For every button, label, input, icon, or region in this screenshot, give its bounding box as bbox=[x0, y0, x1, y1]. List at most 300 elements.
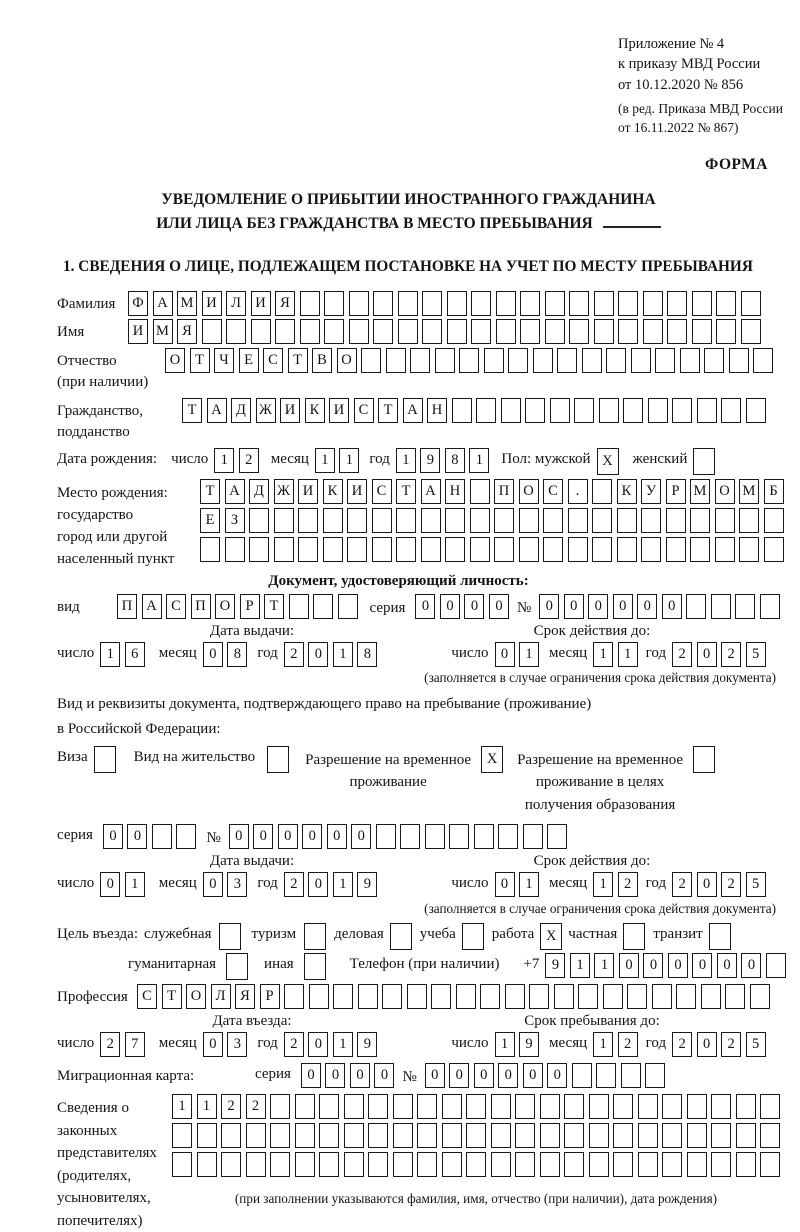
char-box[interactable]: 0 bbox=[302, 824, 322, 849]
char-box[interactable] bbox=[221, 1152, 241, 1177]
char-box[interactable]: Е bbox=[200, 508, 220, 533]
char-box[interactable] bbox=[760, 594, 780, 619]
staydoc-valid-day-boxes[interactable] bbox=[495, 872, 540, 897]
profession-boxes[interactable] bbox=[137, 984, 770, 1009]
char-box[interactable] bbox=[324, 319, 344, 344]
purpose-transit-checkbox[interactable] bbox=[709, 923, 731, 950]
char-box[interactable] bbox=[645, 1063, 665, 1088]
char-box[interactable]: Ж bbox=[274, 479, 294, 504]
char-box[interactable]: 0 bbox=[229, 824, 249, 849]
char-box[interactable] bbox=[690, 537, 710, 562]
char-box[interactable]: 0 bbox=[495, 642, 515, 667]
iddoc-kind-boxes[interactable] bbox=[117, 594, 358, 619]
char-box[interactable] bbox=[760, 1123, 780, 1148]
char-box[interactable] bbox=[445, 508, 465, 533]
char-box[interactable]: Т bbox=[288, 348, 308, 373]
char-box[interactable] bbox=[442, 1123, 462, 1148]
char-box[interactable]: 1 bbox=[495, 1032, 515, 1057]
char-box[interactable] bbox=[569, 291, 589, 316]
char-box[interactable]: 0 bbox=[350, 1063, 370, 1088]
char-box[interactable] bbox=[456, 984, 476, 1009]
char-box[interactable]: 0 bbox=[203, 1032, 223, 1057]
entry-year-boxes[interactable] bbox=[284, 1032, 378, 1057]
char-box[interactable] bbox=[618, 319, 638, 344]
char-box[interactable]: 1 bbox=[593, 872, 613, 897]
char-box[interactable] bbox=[643, 291, 663, 316]
char-box[interactable]: 1 bbox=[519, 872, 539, 897]
char-box[interactable]: С bbox=[372, 479, 392, 504]
iddoc-issue-year-boxes[interactable] bbox=[284, 642, 378, 667]
representatives-row3-boxes[interactable] bbox=[172, 1152, 780, 1177]
surname-boxes[interactable] bbox=[128, 291, 761, 316]
char-box[interactable] bbox=[764, 537, 784, 562]
char-box[interactable]: Я bbox=[177, 319, 197, 344]
char-box[interactable]: 2 bbox=[721, 642, 741, 667]
char-box[interactable] bbox=[373, 319, 393, 344]
iddoc-valid-day-boxes[interactable] bbox=[495, 642, 540, 667]
char-box[interactable] bbox=[270, 1152, 290, 1177]
char-box[interactable]: Я bbox=[235, 984, 255, 1009]
char-box[interactable] bbox=[417, 1094, 437, 1119]
char-box[interactable]: 2 bbox=[246, 1094, 266, 1119]
char-box[interactable]: 5 bbox=[746, 642, 766, 667]
char-box[interactable]: 7 bbox=[125, 1032, 145, 1057]
char-box[interactable] bbox=[94, 746, 116, 773]
char-box[interactable] bbox=[496, 319, 516, 344]
migcard-series-boxes[interactable] bbox=[301, 1063, 395, 1088]
char-box[interactable]: 1 bbox=[593, 642, 613, 667]
char-box[interactable] bbox=[226, 319, 246, 344]
iddoc-valid-month-boxes[interactable] bbox=[593, 642, 638, 667]
char-box[interactable]: И bbox=[128, 319, 148, 344]
char-box[interactable]: 1 bbox=[197, 1094, 217, 1119]
iddoc-series-boxes[interactable] bbox=[415, 594, 509, 619]
char-box[interactable]: У bbox=[641, 479, 661, 504]
char-box[interactable]: А bbox=[225, 479, 245, 504]
char-box[interactable] bbox=[361, 348, 381, 373]
char-box[interactable]: 2 bbox=[721, 872, 741, 897]
char-box[interactable] bbox=[295, 1094, 315, 1119]
char-box[interactable] bbox=[529, 984, 549, 1009]
char-box[interactable]: 1 bbox=[593, 1032, 613, 1057]
char-box[interactable] bbox=[599, 398, 619, 423]
char-box[interactable]: Т bbox=[396, 479, 416, 504]
char-box[interactable] bbox=[445, 537, 465, 562]
char-box[interactable] bbox=[617, 508, 637, 533]
char-box[interactable] bbox=[692, 319, 712, 344]
purpose-official-checkbox[interactable] bbox=[219, 923, 241, 950]
char-box[interactable]: М bbox=[177, 291, 197, 316]
char-box[interactable]: 2 bbox=[284, 872, 304, 897]
char-box[interactable] bbox=[295, 1123, 315, 1148]
char-box[interactable] bbox=[519, 508, 539, 533]
char-box[interactable] bbox=[396, 537, 416, 562]
char-box[interactable] bbox=[466, 1152, 486, 1177]
char-box[interactable]: М bbox=[690, 479, 710, 504]
char-box[interactable] bbox=[347, 508, 367, 533]
char-box[interactable] bbox=[667, 319, 687, 344]
entry-month-boxes[interactable] bbox=[203, 1032, 248, 1057]
char-box[interactable]: 1 bbox=[172, 1094, 192, 1119]
char-box[interactable]: С bbox=[166, 594, 186, 619]
char-box[interactable]: 0 bbox=[662, 594, 682, 619]
char-box[interactable] bbox=[643, 319, 663, 344]
char-box[interactable] bbox=[594, 291, 614, 316]
char-box[interactable] bbox=[368, 1094, 388, 1119]
char-box[interactable] bbox=[623, 923, 645, 950]
char-box[interactable] bbox=[491, 1094, 511, 1119]
char-box[interactable] bbox=[520, 319, 540, 344]
char-box[interactable]: М bbox=[153, 319, 173, 344]
char-box[interactable] bbox=[298, 537, 318, 562]
char-box[interactable]: Р bbox=[260, 984, 280, 1009]
patronymic-boxes[interactable] bbox=[165, 348, 773, 373]
char-box[interactable]: 0 bbox=[643, 953, 663, 978]
iddoc-valid-year-boxes[interactable] bbox=[672, 642, 766, 667]
char-box[interactable]: Д bbox=[231, 398, 251, 423]
char-box[interactable] bbox=[274, 508, 294, 533]
char-box[interactable] bbox=[540, 1094, 560, 1119]
char-box[interactable] bbox=[739, 537, 759, 562]
char-box[interactable]: 2 bbox=[721, 1032, 741, 1057]
char-box[interactable]: 8 bbox=[445, 448, 465, 473]
char-box[interactable] bbox=[501, 398, 521, 423]
char-box[interactable] bbox=[368, 1152, 388, 1177]
char-box[interactable]: Е bbox=[239, 348, 259, 373]
char-box[interactable] bbox=[219, 923, 241, 950]
char-box[interactable]: 0 bbox=[308, 872, 328, 897]
until-day-boxes[interactable] bbox=[495, 1032, 540, 1057]
char-box[interactable]: 0 bbox=[203, 872, 223, 897]
char-box[interactable]: 1 bbox=[570, 953, 590, 978]
char-box[interactable] bbox=[736, 1123, 756, 1148]
char-box[interactable]: Л bbox=[226, 291, 246, 316]
char-box[interactable] bbox=[711, 1152, 731, 1177]
char-box[interactable] bbox=[422, 319, 442, 344]
iddoc-number-boxes[interactable] bbox=[539, 594, 780, 619]
char-box[interactable]: 1 bbox=[519, 642, 539, 667]
char-box[interactable] bbox=[741, 319, 761, 344]
char-box[interactable] bbox=[716, 291, 736, 316]
char-box[interactable] bbox=[447, 291, 467, 316]
char-box[interactable] bbox=[494, 537, 514, 562]
char-box[interactable] bbox=[525, 398, 545, 423]
char-box[interactable] bbox=[596, 1063, 616, 1088]
char-box[interactable] bbox=[589, 1123, 609, 1148]
char-box[interactable] bbox=[304, 953, 326, 980]
char-box[interactable] bbox=[697, 398, 717, 423]
char-box[interactable] bbox=[543, 508, 563, 533]
purpose-private-checkbox[interactable] bbox=[623, 923, 645, 950]
char-box[interactable] bbox=[421, 537, 441, 562]
char-box[interactable] bbox=[496, 291, 516, 316]
char-box[interactable] bbox=[393, 1094, 413, 1119]
char-box[interactable]: 0 bbox=[103, 824, 123, 849]
char-box[interactable]: 2 bbox=[672, 872, 692, 897]
purpose-other-checkbox[interactable] bbox=[304, 953, 326, 980]
char-box[interactable]: Л bbox=[211, 984, 231, 1009]
char-box[interactable] bbox=[623, 398, 643, 423]
char-box[interactable] bbox=[641, 508, 661, 533]
char-box[interactable]: Т bbox=[182, 398, 202, 423]
char-box[interactable] bbox=[425, 824, 445, 849]
char-box[interactable]: 1 bbox=[594, 953, 614, 978]
char-box[interactable] bbox=[251, 319, 271, 344]
char-box[interactable] bbox=[662, 1123, 682, 1148]
char-box[interactable] bbox=[515, 1094, 535, 1119]
char-box[interactable] bbox=[470, 537, 490, 562]
char-box[interactable] bbox=[540, 1152, 560, 1177]
char-box[interactable] bbox=[687, 1094, 707, 1119]
char-box[interactable]: 1 bbox=[125, 872, 145, 897]
char-box[interactable]: Ф bbox=[128, 291, 148, 316]
staydoc-issue-day-boxes[interactable] bbox=[100, 872, 145, 897]
char-box[interactable] bbox=[462, 923, 484, 950]
until-year-boxes[interactable] bbox=[672, 1032, 766, 1057]
char-box[interactable] bbox=[564, 1123, 584, 1148]
char-box[interactable] bbox=[474, 824, 494, 849]
char-box[interactable]: 0 bbox=[489, 594, 509, 619]
purpose-tourism-checkbox[interactable] bbox=[304, 923, 326, 950]
char-box[interactable]: А bbox=[421, 479, 441, 504]
char-box[interactable] bbox=[410, 348, 430, 373]
char-box[interactable]: 0 bbox=[327, 824, 347, 849]
char-box[interactable]: Р bbox=[666, 479, 686, 504]
char-box[interactable] bbox=[373, 291, 393, 316]
char-box[interactable] bbox=[197, 1152, 217, 1177]
char-box[interactable]: 0 bbox=[619, 953, 639, 978]
char-box[interactable] bbox=[200, 537, 220, 562]
char-box[interactable]: 1 bbox=[396, 448, 416, 473]
char-box[interactable] bbox=[372, 537, 392, 562]
char-box[interactable] bbox=[480, 984, 500, 1009]
char-box[interactable] bbox=[592, 479, 612, 504]
char-box[interactable] bbox=[274, 537, 294, 562]
char-box[interactable] bbox=[289, 594, 309, 619]
residence-permit-checkbox[interactable] bbox=[267, 746, 289, 773]
char-box[interactable]: 1 bbox=[469, 448, 489, 473]
char-box[interactable] bbox=[470, 508, 490, 533]
char-box[interactable] bbox=[564, 1152, 584, 1177]
char-box[interactable] bbox=[344, 1094, 364, 1119]
char-box[interactable] bbox=[545, 291, 565, 316]
char-box[interactable] bbox=[739, 508, 759, 533]
char-box[interactable] bbox=[574, 398, 594, 423]
char-box[interactable] bbox=[152, 824, 172, 849]
char-box[interactable] bbox=[298, 508, 318, 533]
char-box[interactable] bbox=[760, 1094, 780, 1119]
char-box[interactable] bbox=[431, 984, 451, 1009]
char-box[interactable] bbox=[533, 348, 553, 373]
char-box[interactable] bbox=[760, 1152, 780, 1177]
char-box[interactable] bbox=[368, 1123, 388, 1148]
char-box[interactable]: П bbox=[117, 594, 137, 619]
char-box[interactable]: З bbox=[225, 508, 245, 533]
char-box[interactable]: А bbox=[142, 594, 162, 619]
char-box[interactable]: 0 bbox=[415, 594, 435, 619]
char-box[interactable]: 0 bbox=[697, 872, 717, 897]
char-box[interactable]: . bbox=[568, 479, 588, 504]
char-box[interactable] bbox=[449, 824, 469, 849]
name-boxes[interactable] bbox=[128, 319, 761, 344]
char-box[interactable] bbox=[618, 291, 638, 316]
char-box[interactable]: 0 bbox=[278, 824, 298, 849]
char-box[interactable] bbox=[202, 319, 222, 344]
char-box[interactable] bbox=[638, 1152, 658, 1177]
char-box[interactable] bbox=[172, 1123, 192, 1148]
char-box[interactable] bbox=[568, 537, 588, 562]
char-box[interactable]: 5 bbox=[746, 1032, 766, 1057]
title-blank-underline[interactable] bbox=[603, 213, 661, 228]
char-box[interactable]: К bbox=[323, 479, 343, 504]
char-box[interactable] bbox=[692, 291, 712, 316]
birthplace-row1-boxes[interactable] bbox=[200, 479, 784, 504]
char-box[interactable] bbox=[716, 319, 736, 344]
char-box[interactable] bbox=[582, 348, 602, 373]
char-box[interactable]: 0 bbox=[495, 872, 515, 897]
char-box[interactable]: Т bbox=[264, 594, 284, 619]
char-box[interactable] bbox=[494, 508, 514, 533]
char-box[interactable] bbox=[386, 348, 406, 373]
char-box[interactable]: О bbox=[337, 348, 357, 373]
char-box[interactable]: Т bbox=[162, 984, 182, 1009]
char-box[interactable] bbox=[270, 1094, 290, 1119]
char-box[interactable] bbox=[606, 348, 626, 373]
char-box[interactable] bbox=[452, 398, 472, 423]
char-box[interactable] bbox=[613, 1094, 633, 1119]
char-box[interactable]: 1 bbox=[618, 642, 638, 667]
birth-day-boxes[interactable] bbox=[214, 448, 259, 473]
char-box[interactable]: 2 bbox=[618, 1032, 638, 1057]
char-box[interactable]: 0 bbox=[547, 1063, 567, 1088]
char-box[interactable] bbox=[422, 291, 442, 316]
char-box[interactable] bbox=[686, 594, 706, 619]
char-box[interactable] bbox=[400, 824, 420, 849]
char-box[interactable] bbox=[543, 537, 563, 562]
char-box[interactable] bbox=[491, 1123, 511, 1148]
char-box[interactable] bbox=[515, 1152, 535, 1177]
char-box[interactable]: А bbox=[153, 291, 173, 316]
char-box[interactable] bbox=[750, 984, 770, 1009]
char-box[interactable]: В bbox=[312, 348, 332, 373]
char-box[interactable] bbox=[333, 984, 353, 1009]
char-box[interactable]: 2 bbox=[100, 1032, 120, 1057]
char-box[interactable]: 1 bbox=[333, 1032, 353, 1057]
char-box[interactable] bbox=[498, 824, 518, 849]
char-box[interactable] bbox=[693, 448, 715, 475]
char-box[interactable] bbox=[592, 537, 612, 562]
char-box[interactable]: 2 bbox=[672, 642, 692, 667]
char-box[interactable] bbox=[641, 537, 661, 562]
char-box[interactable]: И bbox=[298, 479, 318, 504]
char-box[interactable] bbox=[690, 508, 710, 533]
char-box[interactable] bbox=[471, 291, 491, 316]
char-box[interactable] bbox=[349, 319, 369, 344]
char-box[interactable]: 1 bbox=[214, 448, 234, 473]
char-box[interactable]: 1 bbox=[315, 448, 335, 473]
char-box[interactable] bbox=[270, 1123, 290, 1148]
char-box[interactable] bbox=[508, 348, 528, 373]
migcard-number-boxes[interactable] bbox=[425, 1063, 666, 1088]
char-box[interactable]: 0 bbox=[253, 824, 273, 849]
char-box[interactable] bbox=[300, 319, 320, 344]
char-box[interactable]: 2 bbox=[618, 872, 638, 897]
char-box[interactable] bbox=[313, 594, 333, 619]
char-box[interactable]: С bbox=[137, 984, 157, 1009]
char-box[interactable] bbox=[715, 508, 735, 533]
char-box[interactable] bbox=[617, 537, 637, 562]
char-box[interactable] bbox=[466, 1094, 486, 1119]
char-box[interactable]: 0 bbox=[668, 953, 688, 978]
char-box[interactable] bbox=[709, 923, 731, 950]
char-box[interactable] bbox=[746, 398, 766, 423]
char-box[interactable]: О bbox=[215, 594, 235, 619]
char-box[interactable] bbox=[735, 594, 755, 619]
char-box[interactable]: Т bbox=[190, 348, 210, 373]
birthplace-row2-boxes[interactable] bbox=[200, 508, 784, 533]
char-box[interactable] bbox=[347, 537, 367, 562]
char-box[interactable]: О bbox=[715, 479, 735, 504]
char-box[interactable]: 5 bbox=[746, 872, 766, 897]
char-box[interactable]: 0 bbox=[440, 594, 460, 619]
birth-year-boxes[interactable] bbox=[396, 448, 490, 473]
char-box[interactable] bbox=[382, 984, 402, 1009]
char-box[interactable] bbox=[638, 1123, 658, 1148]
char-box[interactable]: Н bbox=[445, 479, 465, 504]
char-box[interactable]: П bbox=[494, 479, 514, 504]
char-box[interactable] bbox=[442, 1094, 462, 1119]
phone-boxes[interactable] bbox=[545, 953, 786, 978]
char-box[interactable] bbox=[613, 1123, 633, 1148]
char-box[interactable] bbox=[545, 319, 565, 344]
char-box[interactable]: 1 bbox=[339, 448, 359, 473]
char-box[interactable]: 1 bbox=[100, 642, 120, 667]
char-box[interactable]: 0 bbox=[464, 594, 484, 619]
char-box[interactable] bbox=[304, 923, 326, 950]
char-box[interactable]: К bbox=[617, 479, 637, 504]
char-box[interactable]: Ж bbox=[256, 398, 276, 423]
char-box[interactable]: 0 bbox=[325, 1063, 345, 1088]
char-box[interactable]: 3 bbox=[227, 872, 247, 897]
char-box[interactable]: 9 bbox=[519, 1032, 539, 1057]
char-box[interactable]: 8 bbox=[357, 642, 377, 667]
char-box[interactable]: 0 bbox=[474, 1063, 494, 1088]
char-box[interactable]: 0 bbox=[697, 642, 717, 667]
char-box[interactable] bbox=[435, 348, 455, 373]
char-box[interactable] bbox=[484, 348, 504, 373]
char-box[interactable] bbox=[557, 348, 577, 373]
rvp-checkbox[interactable] bbox=[481, 746, 503, 773]
char-box[interactable] bbox=[319, 1152, 339, 1177]
char-box[interactable] bbox=[393, 1152, 413, 1177]
char-box[interactable] bbox=[764, 508, 784, 533]
char-box[interactable] bbox=[466, 1123, 486, 1148]
char-box[interactable]: 3 bbox=[227, 1032, 247, 1057]
char-box[interactable]: 0 bbox=[498, 1063, 518, 1088]
char-box[interactable]: 1 bbox=[333, 642, 353, 667]
staydoc-valid-year-boxes[interactable] bbox=[672, 872, 766, 897]
staydoc-issue-month-boxes[interactable] bbox=[203, 872, 248, 897]
char-box[interactable]: Ч bbox=[214, 348, 234, 373]
char-box[interactable] bbox=[442, 1152, 462, 1177]
char-box[interactable] bbox=[267, 746, 289, 773]
char-box[interactable] bbox=[246, 1152, 266, 1177]
until-month-boxes[interactable] bbox=[593, 1032, 638, 1057]
char-box[interactable]: 0 bbox=[523, 1063, 543, 1088]
char-box[interactable] bbox=[471, 319, 491, 344]
char-box[interactable]: 0 bbox=[697, 1032, 717, 1057]
visa-checkbox[interactable] bbox=[94, 746, 116, 773]
